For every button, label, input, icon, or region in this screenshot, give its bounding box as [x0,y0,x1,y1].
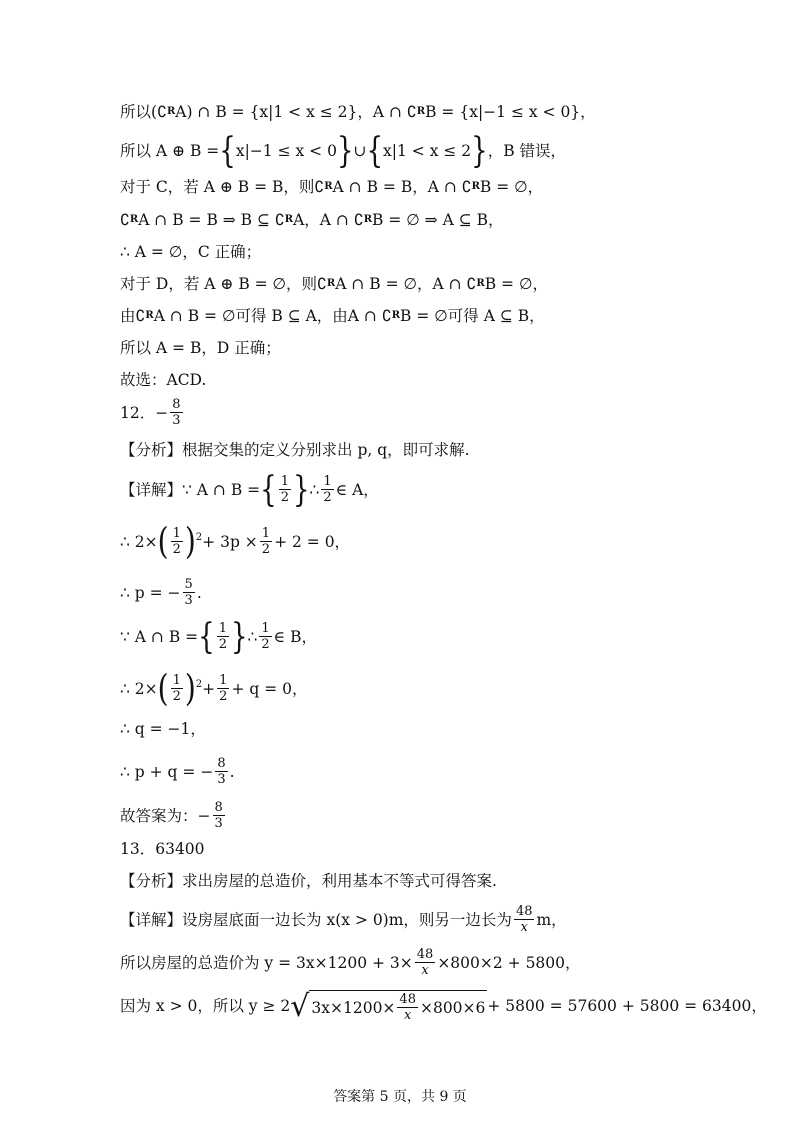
subscript: R [391,310,401,321]
numerator: 1 [172,526,181,541]
question-number: 12．− [120,403,169,422]
fraction [259,622,271,651]
text: ∴ [247,627,258,646]
text: (x > 0) [335,910,389,929]
text: 所以 [120,103,152,121]
text: 根据交集的定义分别求出 p, q，即可求解. [182,441,470,459]
text: B = ∅， [479,178,544,196]
subscript: R [416,106,426,117]
solution-line-4 [120,209,504,231]
text: m， [536,910,567,929]
text: ∴ 2× [120,679,158,698]
text: B = ∅可得 A ⊆ B， [400,307,545,325]
text: ∁ [120,211,130,229]
section-tag: 【详解】 [120,480,183,499]
fraction [514,905,535,934]
fraction [217,674,229,703]
text: 设房屋底面一边长为 x [182,910,336,929]
question-12-detail-6 [120,718,206,740]
numerator: 48 [416,947,434,962]
numerator: 8 [217,756,226,771]
brace-left: { [366,130,384,172]
denominator: 2 [261,637,270,652]
text: + 5800 = 57600 + 5800 = 63400， [487,997,767,1015]
square-root [290,990,487,1022]
radicand [309,990,487,1022]
fraction [215,757,227,786]
text: + q = 0， [231,679,308,698]
text: B = ∅ ⇒ A ⊆ B， [372,211,504,229]
text: A ∩ B = ∅可得 B ⊆ A，由A ∩ ∁ [153,307,392,325]
exponent: 2 [195,679,203,690]
brace-right: } [336,130,354,172]
numerator: 48 [399,992,416,1007]
denominator: 3 [214,816,223,831]
numerator: 8 [214,800,223,815]
text: ∴ p + q = − [120,762,214,781]
text: ，B 错误， [487,142,567,160]
denominator: 3 [172,413,181,428]
text: ∵ A ∩ B = [182,480,261,499]
subscript: R [284,214,294,225]
denominator: 2 [172,689,181,704]
subscript: R [326,278,336,289]
text: B = {x|−1 ≤ x < 0}， [425,103,596,121]
question-12-detail-4 [120,616,317,657]
denominator: 2 [280,490,289,505]
question-12-detail-2 [120,519,351,563]
brace-left: { [198,616,215,657]
question-12-analysis [120,439,470,461]
subscript: R [145,310,154,321]
text: B = ∅， [484,275,548,293]
solution-line-7 [120,305,545,327]
text: ∴ A = ∅，C 正确； [120,243,262,261]
denominator: 2 [261,542,271,557]
section-tag: 【详解】 [120,910,183,929]
text: A) ∩ B = {x|1 < x ≤ 2}，A ∩ ∁ [175,103,417,121]
text: 对于 C，若 A ⊕ B = B，则∁ [120,178,325,196]
text: A ∩ B = ∅，A ∩ ∁ [335,275,477,293]
text: ∴ 2× [120,532,158,551]
text: 所以 A ⊕ B = [120,142,220,160]
text: A，A ∩ ∁ [293,211,364,229]
question-13-detail-1 [120,905,567,934]
denominator: 2 [323,490,332,505]
denominator: 3 [217,772,226,787]
fraction [415,948,436,977]
brace-left: { [260,469,277,510]
fraction [279,475,291,504]
numerator: 5 [184,577,193,592]
paren-left: ( [157,666,169,710]
numerator: 1 [219,673,228,688]
text: ∵ A ∩ B = [120,627,199,646]
solution-line-8 [120,337,281,359]
denominator: x [520,920,528,935]
fraction [321,475,333,504]
numerator: 1 [218,621,227,636]
denominator: 3 [184,593,193,608]
question-12-detail-3 [120,578,202,607]
exponent: 2 [195,532,203,543]
question-13-detail-3 [120,990,767,1022]
text: ∴ p = − [120,583,181,602]
text: ∴ [309,480,320,499]
solution-line-5 [120,241,261,263]
subscript: R [363,214,372,225]
brace-right: } [230,616,248,657]
text: . [229,762,235,781]
subscript: R [166,106,176,117]
fraction [397,993,418,1022]
section-tag: 【分析】 [120,872,183,890]
text: ∴ q = −1， [120,720,206,738]
text: + 2 = 0， [274,532,351,551]
denominator: x [404,1008,412,1023]
fraction [171,674,183,703]
numerator: 1 [280,474,289,489]
question-number: 13．63400 [120,840,205,858]
question-12-detail-1 [120,469,379,510]
subscript: R [476,278,485,289]
text: m，则另一边长为 [388,910,512,929]
fraction [183,578,195,607]
section-tag: 【分析】 [120,441,183,459]
fraction [171,527,183,556]
text: ∈ B， [273,627,317,646]
text: 对于 D，若 A ⊕ B = ∅，则∁ [120,275,327,293]
numerator: 1 [172,673,181,688]
fraction [170,398,182,427]
text: 求出房屋的总造价，利用基本不等式可得答案. [182,872,497,890]
brace-left: { [219,130,236,172]
paren-left: ( [157,519,169,563]
union-symbol: ∪ [353,142,367,160]
text: ×800×6 [419,998,486,1017]
text: ×800×2 + 5800， [437,953,581,972]
question-13-analysis [120,870,497,892]
question-12-answer [120,398,185,427]
text: ∈ A， [335,480,379,499]
question-12-detail-7 [120,757,235,786]
radical-sign: √ [290,989,310,1024]
set: x|1 < x ≤ 2 [383,142,472,160]
brace-right: } [471,130,488,172]
subscript: R [324,181,333,192]
text: + [202,679,216,698]
solution-line-9 [120,369,206,391]
solution-line-1 [120,101,596,123]
text: . [196,583,202,602]
text: A ∩ B = B ⇒ B ⊆ ∁ [138,211,285,229]
text: 由∁ [120,307,146,325]
question-13-answer [120,838,205,860]
subscript: R [471,181,480,192]
subscript: R [129,214,139,225]
fraction [217,622,229,651]
question-12-final-answer [120,801,227,830]
brace-right: } [292,469,310,510]
numerator: 1 [323,474,332,489]
page-footer: 答案第 5 页，共 9 页 [333,1089,467,1105]
text: 因为 x > 0，所以 y ≥ 2 [120,997,291,1015]
solution-line-3 [120,176,543,198]
solution-line-6 [120,273,548,295]
text: 故答案为：− [120,806,211,825]
text: 3x×1200× [311,998,396,1017]
denominator: 2 [219,689,228,704]
denominator: 2 [172,542,181,557]
numerator: 1 [261,621,270,636]
text: 所以 A = B，D 正确； [120,339,281,357]
paren-right: ) [184,666,196,710]
denominator: x [421,963,429,978]
fraction [260,527,272,556]
text: 所以房屋的总造价为 y = 3x×1200 + 3× [120,953,413,972]
set: x|−1 ≤ x < 0 [235,142,337,160]
text: + 3p × [202,532,258,551]
question-13-detail-2 [120,948,581,977]
solution-line-2 [120,130,567,172]
numerator: 48 [515,904,533,919]
text: (∁ [151,103,167,121]
text: 故选：ACD. [120,371,207,389]
numerator: 8 [172,397,181,412]
question-12-detail-5 [120,666,308,710]
denominator: 2 [218,637,227,652]
fraction [213,801,225,830]
paren-right: ) [184,519,196,563]
text: A ∩ B = B，A ∩ ∁ [332,178,472,196]
numerator: 1 [261,526,271,541]
